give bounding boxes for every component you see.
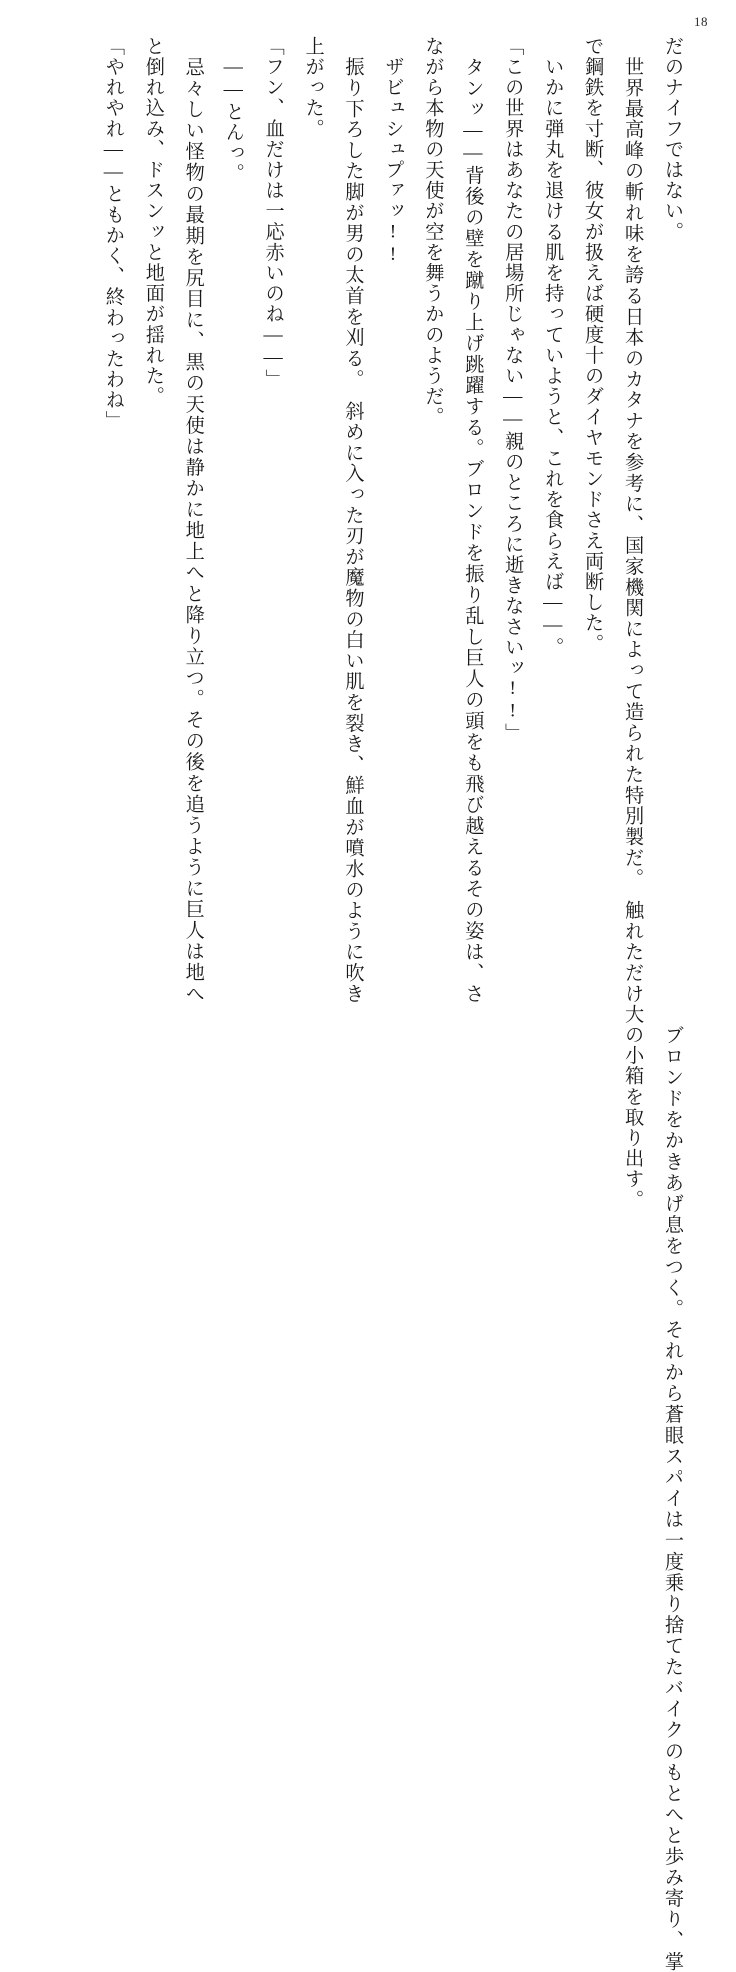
page-number: 18 xyxy=(694,14,708,29)
paragraph: ザビュシュプァッ!! xyxy=(382,36,404,267)
paragraph: 世界最高峰の斬れ味を誇る日本のカタナを参考に、国家機関によって造られた特別製だ。 触れただけで鋼鉄を寸断、彼女が扱えば硬度十のダイヤモンドさえ両断した。 xyxy=(582,36,644,1004)
paragraph: ――とんっ。 xyxy=(222,36,244,184)
paragraph: 「フン、血だけは一応赤いのね――」 xyxy=(262,36,284,390)
paragraph: 忌々しい怪物の最期を尻目に、黒の天使は静かに地上へと降り立つ。その後を追うように巨人は地へと倒れ込み、ドスンッと地面が揺れた。 xyxy=(142,36,204,1004)
page-text-body xyxy=(46,36,692,1972)
paragraph: 「やれやれ――ともかく、終わったわね」 xyxy=(102,36,124,431)
paragraph: 振り下ろした脚が男の太首を刈る。 斜めに入った刃が魔物の白い肌を裂き、鮮血が噴水のように吹き上がった。 xyxy=(302,36,364,1004)
paragraph: ブロンドをかきあげ息をつく。それから蒼眼スパイは一度乗り捨てたバイクのもとへと歩み寄り、掌大の小箱を取り出す。 xyxy=(622,1004,683,1972)
paragraph: だのナイフではない。 xyxy=(662,36,683,242)
paragraph: 「この世界はあなたの居場所じゃない――親のところに逝きなさいッ!!」 xyxy=(502,36,524,744)
paragraph: タンッ――背後の壁を蹴り上げ跳躍する。ブロンドを振り乱し巨人の頭をも飛び越えるその姿は、さながら本物の天使が空を舞うかのようだ。 xyxy=(422,36,484,1004)
paragraph: いかに弾丸を退ける肌を持っていようと、これを食らえば――。 xyxy=(542,36,564,658)
